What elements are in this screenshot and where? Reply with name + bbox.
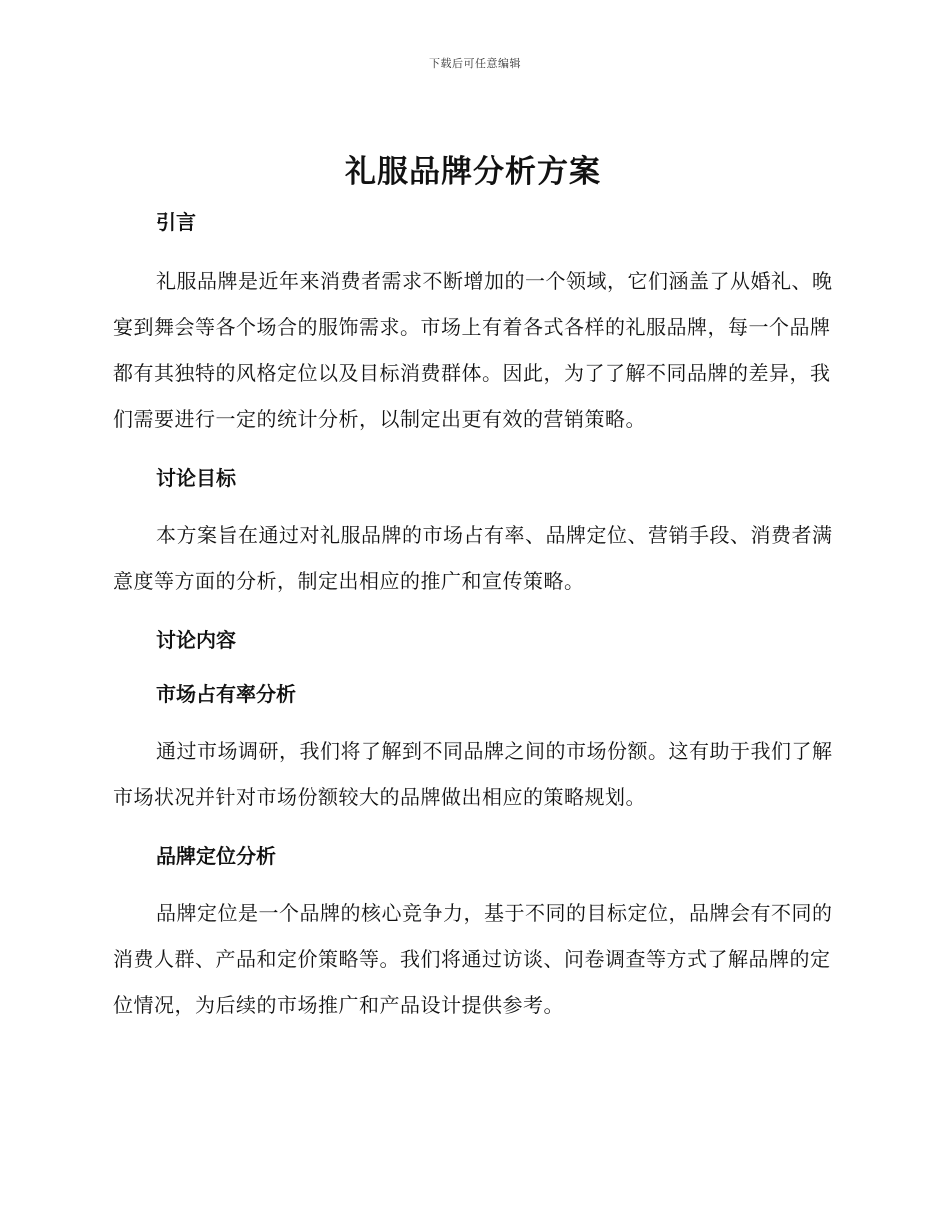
section-heading-content: 讨论内容 <box>156 628 236 652</box>
section-heading-brand-positioning: 品牌定位分析 <box>156 844 276 868</box>
section-paragraph-brand-positioning: 品牌定位是一个品牌的核心竞争力，基于不同的目标定位，品牌会有不同的消费人群、产品和定价策略等。我们将通过访谈、问卷调查等方式了解品牌的定位情况，为后续的市场推广和产品设计提供参考。 <box>113 901 833 1017</box>
section-heading-intro: 引言 <box>156 210 196 234</box>
section-heading-goal: 讨论目标 <box>156 466 236 490</box>
section-paragraph-market-share: 通过市场调研，我们将了解到不同品牌之间的市场份额。这有助于我们了解市场状况并针对市场份额较大的品牌做出相应的策略规划。 <box>113 739 833 809</box>
header-note: 下载后可任意编辑 <box>429 57 521 70</box>
section-paragraph-intro: 礼服品牌是近年来消费者需求不断增加的一个领域，它们涵盖了从婚礼、晚宴到舞会等各个场合的服饰需求。市场上有着各式各样的礼服品牌，每一个品牌都有其独特的风格定位以及目标消费群体。因此，为了了解不同品牌的差异，我们需要进行一定的统计分析，以制定出更有效的营销策略。 <box>113 269 833 431</box>
section-paragraph-goal: 本方案旨在通过对礼服品牌的市场占有率、品牌定位、营销手段、消费者满意度等方面的分析，制定出相应的推广和宣传策略。 <box>113 523 833 593</box>
document-title: 礼服品牌分析方案 <box>345 154 601 190</box>
document-body <box>113 148 833 1050</box>
section-heading-market-share: 市场占有率分析 <box>156 682 296 706</box>
